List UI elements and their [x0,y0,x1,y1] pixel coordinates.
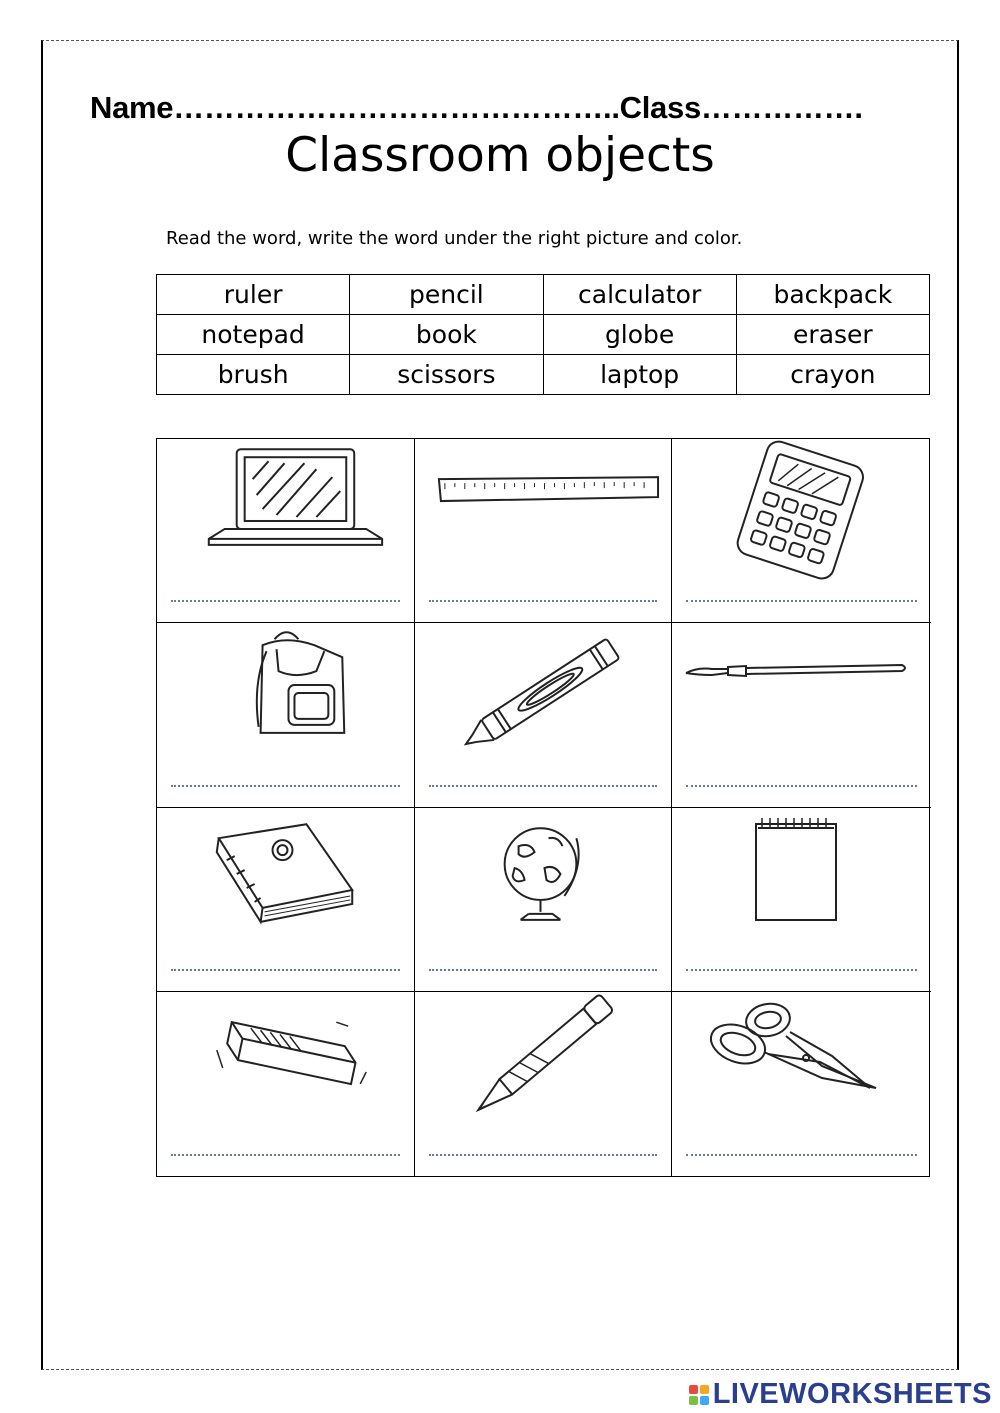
logo-mark-icon [689,1385,709,1405]
laptop-icon [157,439,414,589]
backpack-icon [157,623,414,773]
picture-cell-notepad [672,808,931,992]
word-bank-cell: scissors [350,355,543,395]
word-bank-row [157,315,930,355]
word-bank-cell: eraser [736,315,929,355]
ruler-icon [415,439,671,589]
picture-cell-laptop [157,439,415,623]
logo-text: LIVEWORKSHEETS [712,1378,992,1410]
pencil-icon [415,992,671,1142]
name-class-line: Name……………………………………..Class……………. [90,90,863,125]
answer-line[interactable] [171,1154,400,1156]
eraser-icon [157,992,414,1142]
page-title: Classroom objects [285,128,715,183]
calculator-icon [672,439,931,589]
answer-line[interactable] [429,969,657,971]
liveworksheets-logo[interactable] [689,1378,992,1411]
word-bank-cell: ruler [157,275,350,315]
picture-cell-brush [672,623,931,807]
instruction-text: Read the word, write the word under the right picture and color. [166,228,743,249]
brush-icon [672,623,931,773]
notepad-icon [672,808,931,958]
word-bank-cell: book [350,315,543,355]
logo-square [689,1385,698,1394]
word-bank-table [156,274,930,395]
answer-line[interactable] [429,600,657,602]
word-bank-cell: notepad [157,315,350,355]
answer-line[interactable] [171,785,400,787]
scissors-icon [672,992,931,1142]
crayon-icon [415,623,671,773]
word-bank-cell: backpack [736,275,929,315]
picture-cell-calculator [672,439,931,623]
logo-square [700,1396,709,1405]
logo-square [700,1385,709,1394]
picture-cell-crayon [415,623,672,807]
picture-cell-backpack [157,623,415,807]
word-bank-cell: laptop [543,355,736,395]
picture-cell-globe [415,808,672,992]
answer-line[interactable] [686,1154,917,1156]
answer-line[interactable] [171,600,400,602]
answer-line[interactable] [686,969,917,971]
word-bank-row [157,275,930,315]
word-bank-cell: crayon [736,355,929,395]
answer-line[interactable] [429,785,657,787]
picture-cell-ruler [415,439,672,623]
globe-icon [415,808,671,958]
picture-cell-eraser [157,992,415,1176]
word-bank-cell: calculator [543,275,736,315]
picture-cell-pencil [415,992,672,1176]
word-bank-row [157,355,930,395]
word-bank-cell: globe [543,315,736,355]
logo-square [689,1396,698,1405]
answer-line[interactable] [686,600,917,602]
book-icon [157,808,414,958]
word-bank-cell: pencil [350,275,543,315]
answer-line[interactable] [686,785,917,787]
picture-cell-book [157,808,415,992]
word-bank-cell: brush [157,355,350,395]
answer-line[interactable] [429,1154,657,1156]
answer-line[interactable] [171,969,400,971]
picture-cell-scissors [672,992,931,1176]
picture-grid [156,438,930,1177]
